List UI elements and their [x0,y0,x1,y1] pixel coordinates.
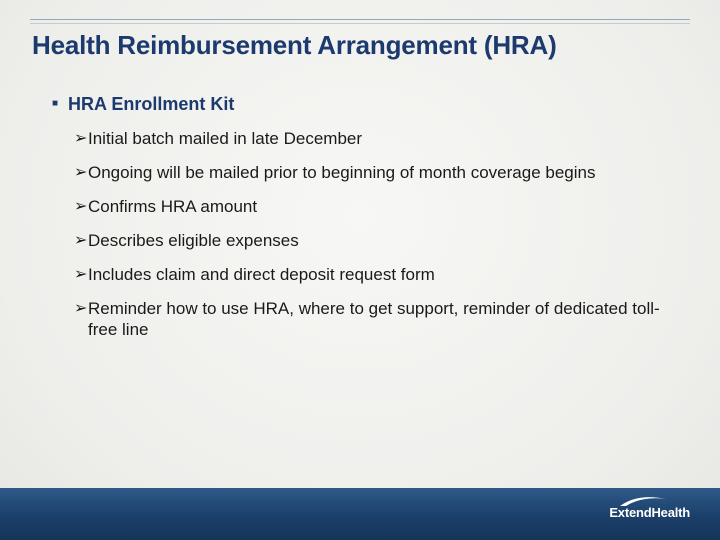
list-item [74,298,664,340]
list-item [74,128,664,149]
arrow-bullet-icon: ➢ [74,164,88,181]
list-item-text: Includes claim and direct deposit request form [88,265,435,284]
sub-bullet-list [74,128,664,353]
list-item [74,264,664,285]
list-item-text: Ongoing will be mailed prior to beginning of month coverage begins [88,163,596,182]
list-item-text: Reminder how to use HRA, where to get support, reminder of dedicated toll-free line [88,299,660,339]
top-divider-secondary [30,23,690,24]
list-item-text: Describes eligible expenses [88,231,299,250]
square-bullet-icon: ■ [52,98,59,109]
top-divider [30,19,690,20]
list-item [74,230,664,251]
main-bullet-label: HRA Enrollment Kit [68,94,235,114]
list-item [74,196,664,217]
main-bullet [52,94,234,115]
list-item-text: Confirms HRA amount [88,197,258,216]
list-item [74,162,664,183]
list-item-text: Initial batch mailed in late December [88,129,363,148]
slide-title: Health Reimbursement Arrangement (HRA) [32,30,557,60]
company-logo: ExtendHealth [609,505,690,520]
arrow-bullet-icon: ➢ [74,130,88,147]
arrow-bullet-icon: ➢ [74,300,88,317]
arrow-bullet-icon: ➢ [74,266,88,283]
arrow-bullet-icon: ➢ [74,198,88,215]
arrow-bullet-icon: ➢ [74,232,88,249]
